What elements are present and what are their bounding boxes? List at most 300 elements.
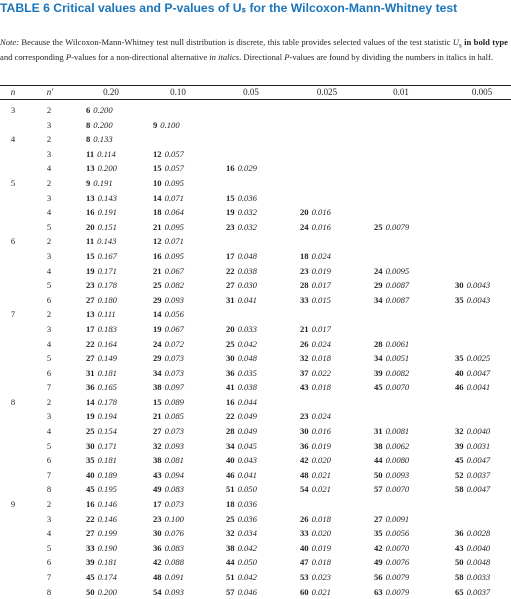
value-cell: [86, 351, 117, 365]
cell-n-prime: 7: [46, 572, 52, 582]
p-value: 0.100: [160, 119, 180, 130]
value-cell: [300, 337, 331, 351]
p-value: 0.174: [97, 572, 117, 582]
value-cell: [455, 278, 490, 292]
header-n-prime: n′: [46, 87, 54, 97]
p-value: 0.171: [97, 265, 117, 276]
p-value: 0.0031: [466, 440, 491, 451]
value-cell: [300, 424, 331, 438]
p-value: 0.0093: [385, 469, 410, 480]
p-value: 0.019: [311, 542, 331, 553]
u-statistic: 54: [153, 586, 162, 597]
p-value: 0.083: [164, 484, 184, 495]
u-statistic: 26: [300, 513, 309, 524]
value-cell: [455, 541, 490, 555]
u-statistic: 45: [86, 572, 95, 582]
u-statistic: 25: [374, 221, 383, 232]
value-cell: [153, 468, 184, 482]
p-value: 0.042: [237, 542, 257, 553]
p-value: 0.0037: [466, 469, 491, 480]
value-cell: [153, 147, 184, 161]
value-cell: [226, 161, 257, 175]
p-value: 0.0087: [385, 280, 410, 291]
value-cell: [153, 439, 184, 453]
value-cell: [153, 570, 184, 584]
u-statistic: 22: [86, 338, 95, 349]
u-statistic: 47: [300, 557, 309, 568]
table-body: [0, 103, 511, 599]
value-cell: [374, 439, 409, 453]
u-statistic: 43: [153, 469, 162, 480]
value-cell: [226, 351, 257, 365]
value-cell: [374, 482, 409, 496]
u-statistic: 11: [86, 148, 95, 159]
value-cell: [374, 468, 409, 482]
p-value: 0.030: [237, 280, 257, 291]
value-cell: [153, 191, 184, 205]
p-value: 0.021: [311, 586, 331, 597]
u-statistic: 49: [374, 557, 383, 568]
u-statistic: 13: [86, 192, 95, 203]
value-cell: [300, 570, 331, 584]
cell-n: 5: [10, 177, 16, 188]
p-value: 0.167: [97, 250, 117, 261]
p-value: 0.056: [164, 309, 184, 320]
u-statistic: 43: [455, 542, 464, 553]
cell-n-prime: 2: [46, 499, 52, 510]
table-note: Note: Because the Wilcoxon-Mann-Whitney test null distribution is discrete, this table provides selected values of the test statistic $U_s$ in bold type and corresponding P-values for a non-directional alternative in italics. Directional P-values are found by dividing the numbers in italics in half.: [0, 37, 508, 62]
p-value: 0.190: [97, 542, 117, 553]
p-value: 0.041: [237, 469, 257, 480]
cell-n-prime: 3: [46, 250, 52, 261]
cell-n-prime: 3: [46, 323, 52, 334]
value-cell: [86, 293, 117, 307]
table-row: [0, 249, 511, 264]
p-value: 0.067: [164, 265, 184, 276]
value-cell: [455, 424, 490, 438]
u-statistic: 50: [374, 469, 383, 480]
value-cell: [374, 555, 409, 569]
u-statistic: 42: [300, 455, 309, 466]
u-statistic: 51: [226, 572, 235, 582]
p-value: 0.018: [311, 382, 331, 393]
value-cell: [455, 366, 490, 380]
value-cell: [153, 161, 184, 175]
u-statistic: 13: [86, 309, 95, 320]
table-row: [0, 337, 511, 352]
p-value: 0.0076: [385, 557, 410, 568]
table-row: [0, 351, 511, 366]
u-statistic: 44: [226, 557, 235, 568]
value-cell: [86, 424, 117, 438]
value-cell: [86, 380, 117, 394]
table-row: [0, 468, 511, 483]
u-statistic: 10: [153, 177, 162, 188]
p-value: 0.194: [97, 411, 117, 422]
value-cell: [374, 380, 409, 394]
p-value: 0.095: [164, 250, 184, 261]
value-cell: [226, 585, 257, 599]
u-statistic: 30: [300, 426, 309, 437]
p-value: 0.180: [97, 294, 117, 305]
p-value: 0.036: [237, 499, 257, 510]
p-value: 0.0047: [466, 484, 491, 495]
u-statistic: 45: [455, 455, 464, 466]
value-cell: [374, 453, 409, 467]
p-value: 0.143: [97, 236, 117, 247]
p-value: 0.0037: [466, 586, 491, 597]
p-value: 0.0047: [466, 455, 491, 466]
p-value: 0.0028: [466, 528, 491, 539]
p-value: 0.146: [97, 513, 117, 524]
value-cell: [86, 205, 117, 219]
p-value: 0.0080: [385, 455, 410, 466]
u-statistic: 30: [455, 280, 464, 291]
u-statistic: 35: [374, 528, 383, 539]
p-value: 0.023: [311, 572, 331, 582]
u-statistic: 25: [226, 338, 235, 349]
u-statistic: 38: [374, 440, 383, 451]
cell-n: 7: [10, 309, 16, 320]
value-cell: [300, 278, 331, 292]
table-row: [0, 322, 511, 337]
u-statistic: 22: [226, 411, 235, 422]
u-statistic: 39: [374, 367, 383, 378]
p-value: 0.0091: [385, 513, 410, 524]
u-statistic: 40: [455, 367, 464, 378]
p-value: 0.0061: [385, 338, 410, 349]
p-value: 0.154: [97, 426, 117, 437]
p-value: 0.049: [237, 426, 257, 437]
value-cell: [226, 264, 257, 278]
value-cell: [86, 103, 113, 117]
value-cell: [226, 366, 257, 380]
table-row: [0, 570, 511, 585]
value-cell: [226, 526, 257, 540]
u-statistic: 39: [86, 557, 95, 568]
value-cell: [374, 220, 409, 234]
p-value: 0.149: [97, 353, 117, 364]
value-cell: [86, 176, 113, 190]
u-statistic: 18: [153, 207, 162, 218]
u-statistic: 57: [226, 586, 235, 597]
value-cell: [300, 468, 331, 482]
value-cell: [153, 482, 184, 496]
value-cell: [374, 526, 409, 540]
u-statistic: 23: [300, 411, 309, 422]
cell-n-prime: 2: [46, 134, 52, 145]
value-cell: [153, 555, 184, 569]
p-value: 0.082: [164, 280, 184, 291]
value-cell: [226, 555, 257, 569]
cell-n-prime: 6: [46, 367, 52, 378]
p-value: 0.093: [164, 294, 184, 305]
value-cell: [226, 497, 257, 511]
u-statistic: 21: [153, 221, 162, 232]
u-statistic: 37: [300, 367, 309, 378]
value-cell: [153, 512, 184, 526]
p-value: 0.100: [164, 513, 184, 524]
u-statistic: 25: [86, 426, 95, 437]
table-row: [0, 366, 511, 381]
p-value: 0.093: [164, 586, 184, 597]
value-cell: [226, 439, 257, 453]
p-value: 0.165: [97, 382, 117, 393]
header-alpha-005: 0.05: [243, 87, 259, 97]
table-row: [0, 234, 511, 249]
table-top-rule: [0, 85, 511, 86]
value-cell: [153, 234, 184, 248]
u-statistic: 18: [226, 499, 235, 510]
p-value: 0.0047: [466, 367, 491, 378]
p-value: 0.076: [164, 528, 184, 539]
value-cell: [153, 424, 184, 438]
u-statistic: 16: [86, 207, 95, 218]
value-cell: [300, 380, 331, 394]
value-cell: [86, 497, 117, 511]
u-statistic: 42: [374, 542, 383, 553]
value-cell: [226, 570, 257, 584]
table-row: [0, 118, 511, 133]
cell-n-prime: 4: [46, 338, 52, 349]
p-value: 0.088: [164, 557, 184, 568]
u-statistic: 34: [226, 440, 235, 451]
p-value: 0.0056: [385, 528, 410, 539]
u-statistic: 24: [374, 265, 383, 276]
u-statistic: 22: [226, 265, 235, 276]
value-cell: [86, 191, 117, 205]
u-statistic: 15: [226, 192, 235, 203]
u-statistic: 27: [86, 353, 95, 364]
p-value: 0.0040: [466, 426, 491, 437]
p-value: 0.0041: [466, 382, 491, 393]
value-cell: [153, 409, 184, 423]
p-value: 0.035: [237, 367, 257, 378]
p-value: 0.043: [237, 455, 257, 466]
table-row: [0, 497, 511, 512]
value-cell: [455, 555, 490, 569]
value-cell: [153, 585, 184, 599]
value-cell: [86, 264, 117, 278]
u-statistic: 8: [86, 119, 91, 130]
p-value: 0.021: [311, 469, 331, 480]
u-statistic: 33: [300, 528, 309, 539]
u-statistic: 30: [86, 440, 95, 451]
u-statistic: 12: [153, 148, 162, 159]
cell-n-prime: 3: [46, 513, 52, 524]
p-value: 0.0070: [385, 484, 410, 495]
p-value: 0.038: [237, 382, 257, 393]
value-cell: [86, 439, 117, 453]
u-statistic: 44: [374, 455, 383, 466]
u-statistic: 30: [226, 353, 235, 364]
value-cell: [455, 293, 490, 307]
value-cell: [86, 307, 116, 321]
value-cell: [300, 205, 331, 219]
value-cell: [374, 278, 409, 292]
table-row: [0, 585, 511, 599]
table-row: [0, 439, 511, 454]
u-statistic: 32: [455, 426, 464, 437]
u-statistic: 36: [455, 528, 464, 539]
cell-n-prime: 5: [46, 221, 52, 232]
value-cell: [226, 337, 257, 351]
value-cell: [226, 409, 257, 423]
table-row: [0, 424, 511, 439]
u-statistic: 40: [226, 455, 235, 466]
p-value: 0.200: [97, 586, 117, 597]
cell-n-prime: 2: [46, 309, 52, 320]
value-cell: [86, 570, 117, 584]
value-cell: [86, 526, 117, 540]
u-statistic: 18: [300, 250, 309, 261]
p-value: 0.0070: [385, 542, 410, 553]
p-value: 0.0095: [385, 265, 410, 276]
u-statistic: 16: [153, 250, 162, 261]
p-value: 0.020: [311, 528, 331, 539]
p-value: 0.081: [164, 455, 184, 466]
value-cell: [300, 366, 331, 380]
value-cell: [86, 468, 117, 482]
value-cell: [153, 118, 180, 132]
p-value: 0.073: [164, 499, 184, 510]
cell-n-prime: 2: [46, 105, 52, 115]
p-value: 0.164: [97, 338, 117, 349]
p-value: 0.036: [237, 192, 257, 203]
value-cell: [86, 278, 117, 292]
p-value: 0.017: [311, 323, 331, 334]
u-statistic: 49: [153, 484, 162, 495]
cell-n-prime: 4: [46, 265, 52, 276]
value-cell: [455, 585, 490, 599]
value-cell: [300, 220, 331, 234]
value-cell: [86, 409, 117, 423]
u-statistic: 34: [153, 367, 162, 378]
u-statistic: 56: [374, 572, 383, 582]
u-statistic: 34: [374, 353, 383, 364]
u-statistic: 36: [86, 382, 95, 393]
value-cell: [455, 439, 490, 453]
p-value: 0.018: [311, 353, 331, 364]
p-value: 0.097: [164, 382, 184, 393]
value-cell: [226, 512, 257, 526]
p-value: 0.085: [164, 411, 184, 422]
table-row: [0, 307, 511, 322]
u-statistic: 38: [226, 542, 235, 553]
p-value: 0.071: [164, 192, 184, 203]
p-value: 0.042: [237, 572, 257, 582]
value-cell: [86, 337, 117, 351]
value-cell: [86, 147, 116, 161]
value-cell: [153, 293, 184, 307]
value-cell: [153, 264, 184, 278]
table-row: [0, 395, 511, 410]
p-value: 0.083: [164, 542, 184, 553]
value-cell: [300, 526, 331, 540]
p-value: 0.067: [164, 323, 184, 334]
p-value: 0.029: [237, 163, 257, 174]
table-row: [0, 278, 511, 293]
u-statistic: 60: [300, 586, 309, 597]
p-value: 0.015: [311, 294, 331, 305]
p-value: 0.0082: [385, 367, 410, 378]
table-row: [0, 555, 511, 570]
p-value: 0.016: [311, 207, 331, 218]
cell-n: 3: [10, 105, 16, 115]
value-cell: [86, 132, 113, 146]
u-statistic: 58: [455, 484, 464, 495]
table-row: [0, 482, 511, 497]
u-statistic: 24: [300, 221, 309, 232]
value-cell: [300, 585, 331, 599]
u-statistic: 27: [86, 294, 95, 305]
p-value: 0.095: [164, 177, 184, 188]
value-cell: [226, 395, 257, 409]
cell-n: 6: [10, 236, 16, 247]
u-statistic: 50: [455, 557, 464, 568]
value-cell: [226, 191, 257, 205]
p-value: 0.048: [237, 250, 257, 261]
p-value: 0.095: [164, 221, 184, 232]
p-value: 0.111: [97, 309, 116, 320]
cell-n-prime: 5: [46, 280, 52, 291]
p-value: 0.073: [164, 367, 184, 378]
table-row: [0, 220, 511, 235]
table-row: [0, 293, 511, 308]
u-statistic: 34: [374, 294, 383, 305]
u-statistic: 46: [455, 382, 464, 393]
value-cell: [86, 161, 117, 175]
p-value: 0.032: [237, 221, 257, 232]
cell-n-prime: 4: [46, 207, 52, 218]
value-cell: [153, 395, 184, 409]
value-cell: [300, 482, 331, 496]
u-statistic: 27: [153, 426, 162, 437]
cell-n-prime: 2: [46, 177, 52, 188]
p-value: 0.181: [97, 455, 117, 466]
table-row: [0, 161, 511, 176]
u-statistic: 21: [153, 265, 162, 276]
u-statistic: 23: [86, 280, 95, 291]
value-cell: [86, 220, 117, 234]
value-cell: [455, 482, 490, 496]
p-value: 0.0087: [385, 294, 410, 305]
value-cell: [153, 322, 184, 336]
cell-n-prime: 3: [46, 411, 52, 422]
u-statistic: 58: [455, 572, 464, 582]
u-statistic: 35: [455, 353, 464, 364]
p-value: 0.0051: [385, 353, 410, 364]
u-statistic: 19: [226, 207, 235, 218]
table-row: [0, 264, 511, 279]
u-statistic: 42: [153, 557, 162, 568]
cell-n-prime: 6: [46, 455, 52, 466]
value-cell: [153, 541, 184, 555]
u-statistic: 33: [300, 294, 309, 305]
u-statistic: 14: [153, 192, 162, 203]
cell-n-prime: 4: [46, 163, 52, 174]
p-value: 0.016: [311, 426, 331, 437]
u-statistic: 48: [300, 469, 309, 480]
value-cell: [226, 482, 257, 496]
p-value: 0.073: [164, 353, 184, 364]
u-statistic: 40: [300, 542, 309, 553]
p-value: 0.046: [237, 586, 257, 597]
p-value: 0.033: [237, 323, 257, 334]
table-title: TABLE 6 Critical values and P-values of Uₛ for the Wilcoxon-Mann-Whitney test: [0, 1, 458, 15]
value-cell: [153, 205, 184, 219]
u-statistic: 14: [86, 396, 95, 407]
